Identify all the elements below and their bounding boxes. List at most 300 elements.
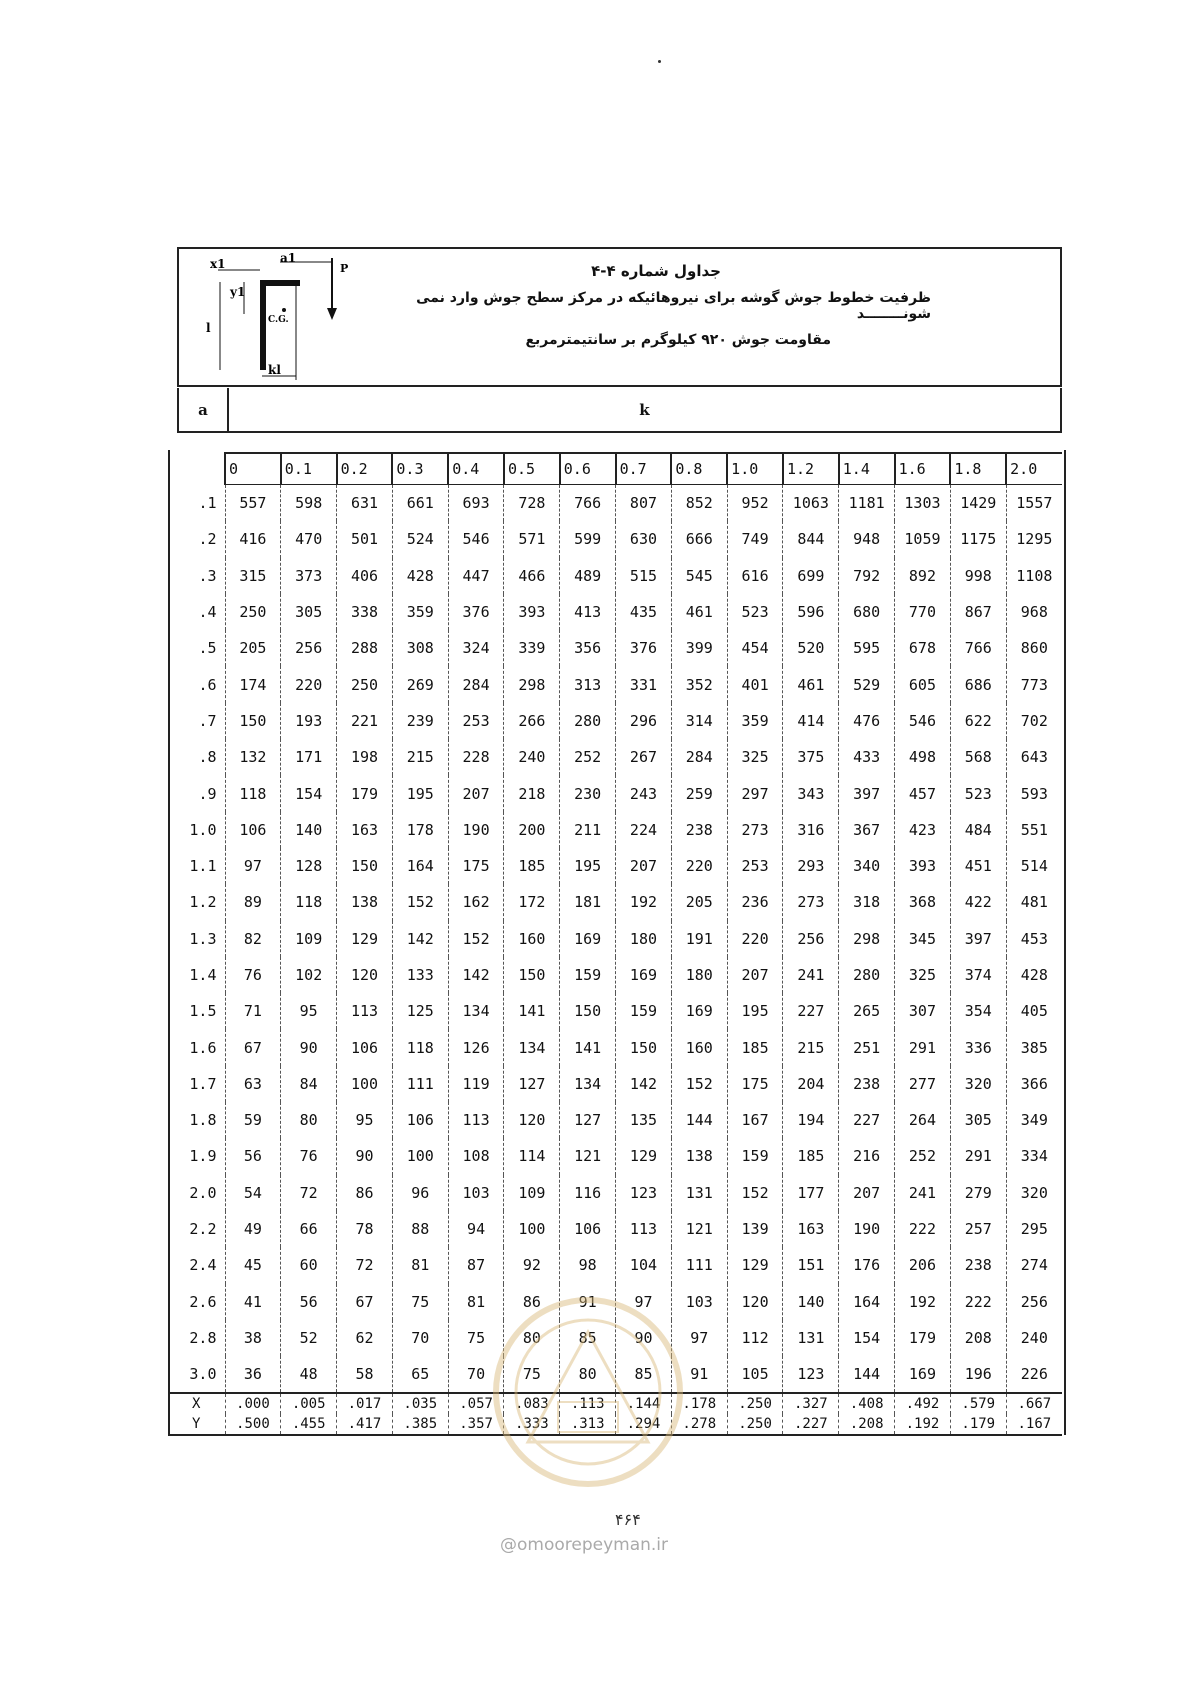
table-cell: 175 <box>727 1066 783 1102</box>
table-cell: 250 <box>225 594 281 630</box>
table-cell: 545 <box>671 558 727 594</box>
table-row <box>168 884 1062 920</box>
table-cell: 87 <box>448 1247 504 1283</box>
table-cell: 102 <box>281 957 337 993</box>
table-cell: 131 <box>671 1175 727 1211</box>
table-cell: 208 <box>950 1320 1006 1356</box>
table-cell: 307 <box>895 993 951 1029</box>
table-cell: 150 <box>560 993 616 1029</box>
table-cell: 423 <box>895 812 951 848</box>
table-cell: 466 <box>504 558 560 594</box>
table-cell: 174 <box>225 666 281 702</box>
table-cell: 76 <box>225 957 281 993</box>
table-cell: 128 <box>281 848 337 884</box>
table-cell: 58 <box>337 1356 393 1393</box>
table-subtitle: ظرفیت خطوط جوش گوشه برای نیروهائیکه در مرکز سطح جوش وارد نمی شونــــــــد <box>416 290 931 322</box>
table-cell: 305 <box>281 594 337 630</box>
table-cell: .417 <box>337 1414 393 1435</box>
table-cell: 159 <box>616 993 672 1029</box>
row-label: Y <box>168 1414 225 1435</box>
table-cell: 356 <box>560 630 616 666</box>
table-cell: 220 <box>671 848 727 884</box>
table-cell: 844 <box>783 521 839 557</box>
table-cell: 253 <box>448 703 504 739</box>
column-header: 0.4 <box>448 453 504 485</box>
table-cell: 397 <box>839 775 895 811</box>
table-cell: .313 <box>560 1414 616 1435</box>
table-cell: 154 <box>839 1320 895 1356</box>
table-cell: 393 <box>895 848 951 884</box>
table-cell: 190 <box>839 1211 895 1247</box>
table-cell: 171 <box>281 739 337 775</box>
table-cell: 220 <box>727 921 783 957</box>
table-cell: 120 <box>504 1102 560 1138</box>
table-cell: 867 <box>950 594 1006 630</box>
table-cell: 241 <box>783 957 839 993</box>
column-header: 0.2 <box>337 453 393 485</box>
row-label: 1.1 <box>189 857 217 876</box>
column-header: 1.4 <box>839 453 895 485</box>
table-cell: 393 <box>504 594 560 630</box>
table-cell: 318 <box>839 884 895 920</box>
table-cell: 252 <box>895 1138 951 1174</box>
label-y1: y1 <box>230 285 246 299</box>
table-cell: 422 <box>950 884 1006 920</box>
table-cell: 163 <box>783 1211 839 1247</box>
table-cell: 120 <box>337 957 393 993</box>
table-cell: .113 <box>560 1393 616 1414</box>
table-cell: 134 <box>560 1066 616 1102</box>
table-cell: 529 <box>839 666 895 702</box>
table-cell: .500 <box>225 1414 281 1435</box>
table-cell: 680 <box>839 594 895 630</box>
table-cell: 90 <box>281 1029 337 1065</box>
table-cell: 728 <box>504 485 560 522</box>
table-cell: 222 <box>895 1211 951 1247</box>
table-cell: 433 <box>839 739 895 775</box>
row-label: .9 <box>198 784 217 803</box>
table-cell: 192 <box>616 884 672 920</box>
row-label: .3 <box>198 566 217 585</box>
table-row <box>168 1211 1062 1247</box>
table-cell: 702 <box>1006 703 1062 739</box>
table-cell: .017 <box>337 1393 393 1414</box>
table-cell: 340 <box>839 848 895 884</box>
table-cell: 686 <box>950 666 1006 702</box>
table-cell: 277 <box>895 1066 951 1102</box>
row-label: .7 <box>198 711 217 730</box>
table-cell: 792 <box>839 558 895 594</box>
table-cell: 605 <box>895 666 951 702</box>
label-p: P <box>340 262 349 275</box>
table-cell: 81 <box>392 1247 448 1283</box>
table-cell: 89 <box>225 884 281 920</box>
row-label: 2.6 <box>189 1292 217 1311</box>
table-cell: 447 <box>448 558 504 594</box>
table-cell: 349 <box>1006 1102 1062 1138</box>
table-cell: 97 <box>671 1320 727 1356</box>
table-cell: 129 <box>616 1138 672 1174</box>
table-cell: 385 <box>1006 1029 1062 1065</box>
column-header: 2.0 <box>1006 453 1062 485</box>
table-cell: 52 <box>281 1320 337 1356</box>
table-cell: 134 <box>504 1029 560 1065</box>
table-cell: 770 <box>895 594 951 630</box>
table-cell: 123 <box>783 1356 839 1393</box>
table-cell: .408 <box>839 1393 895 1414</box>
table-cell: 227 <box>783 993 839 1029</box>
table-cell: 376 <box>448 594 504 630</box>
table-cell: 343 <box>783 775 839 811</box>
table-row <box>168 703 1062 739</box>
table-cell: .035 <box>392 1393 448 1414</box>
column-header: 0.6 <box>560 453 616 485</box>
table-cell: 256 <box>783 921 839 957</box>
column-header: 1.2 <box>783 453 839 485</box>
table-cell: 116 <box>560 1175 616 1211</box>
table-cell: 416 <box>225 521 281 557</box>
table-cell: 84 <box>281 1066 337 1102</box>
table-cell: 596 <box>783 594 839 630</box>
table-cell: 48 <box>281 1356 337 1393</box>
table-cell: 113 <box>337 993 393 1029</box>
table-cell: 256 <box>281 630 337 666</box>
table-cell: .250 <box>727 1414 783 1435</box>
row-label: 3.0 <box>189 1365 217 1384</box>
table-cell: 142 <box>392 921 448 957</box>
table-cell: 401 <box>727 666 783 702</box>
table-row <box>168 993 1062 1029</box>
table-cell: 97 <box>225 848 281 884</box>
table-cell: 453 <box>1006 921 1062 957</box>
table-cell: 428 <box>1006 957 1062 993</box>
table-cell: 968 <box>1006 594 1062 630</box>
table-cell: 666 <box>671 521 727 557</box>
table-cell: 413 <box>560 594 616 630</box>
table-cell: 36 <box>225 1356 281 1393</box>
table-cell: 546 <box>895 703 951 739</box>
table-cell: 109 <box>504 1175 560 1211</box>
load-arrow-icon <box>327 308 337 320</box>
table-cell: 279 <box>950 1175 1006 1211</box>
table-cell: 118 <box>281 884 337 920</box>
table-cell: 82 <box>225 921 281 957</box>
table-cell: 291 <box>895 1029 951 1065</box>
row-label: .8 <box>198 748 217 767</box>
table-cell: 206 <box>895 1247 951 1283</box>
table-cell: 90 <box>337 1138 393 1174</box>
table-cell: 220 <box>281 666 337 702</box>
table-cell: 70 <box>392 1320 448 1356</box>
table-cell: 111 <box>392 1066 448 1102</box>
table-cell: 251 <box>839 1029 895 1065</box>
table-cell: 152 <box>392 884 448 920</box>
table-cell: 207 <box>727 957 783 993</box>
table-cell: 324 <box>448 630 504 666</box>
table-cell: 259 <box>671 775 727 811</box>
table-cell: 643 <box>1006 739 1062 775</box>
table-cell: 159 <box>727 1138 783 1174</box>
table-cell: 238 <box>671 812 727 848</box>
table-cell: 952 <box>727 485 783 522</box>
table-cell: 108 <box>448 1138 504 1174</box>
table-cell: 256 <box>1006 1284 1062 1320</box>
table-cell: 273 <box>727 812 783 848</box>
table-cell: 397 <box>950 921 1006 957</box>
table-cell: 284 <box>671 739 727 775</box>
table-cell: 595 <box>839 630 895 666</box>
table-row <box>168 1029 1062 1065</box>
table-cell: 169 <box>895 1356 951 1393</box>
row-label: .1 <box>198 493 217 512</box>
row-label: 1.7 <box>189 1074 217 1093</box>
table-cell: 571 <box>504 521 560 557</box>
table-cell: 230 <box>560 775 616 811</box>
table-cell: 106 <box>337 1029 393 1065</box>
table-cell: 38 <box>225 1320 281 1356</box>
table-cell: 94 <box>448 1211 504 1247</box>
table-cell: 476 <box>839 703 895 739</box>
table-cell: 60 <box>281 1247 337 1283</box>
table-cell: 177 <box>783 1175 839 1211</box>
watermark-seal <box>488 1292 688 1492</box>
table-cell: 193 <box>281 703 337 739</box>
table-cell: 257 <box>950 1211 1006 1247</box>
row-label: 1.5 <box>189 1002 217 1021</box>
table-cell: 65 <box>392 1356 448 1393</box>
table-cell: 523 <box>727 594 783 630</box>
table-cell: 159 <box>560 957 616 993</box>
table-cell: 129 <box>337 921 393 957</box>
strength-note: مقاومت جوش ۹۲۰ کیلوگرم بر سانتیمترمربع <box>525 332 831 348</box>
table-row <box>168 848 1062 884</box>
table-cell: 198 <box>337 739 393 775</box>
column-header: 0.5 <box>504 453 560 485</box>
table-cell: 75 <box>448 1320 504 1356</box>
table-cell: 484 <box>950 812 1006 848</box>
table-cell: 205 <box>671 884 727 920</box>
table-cell: .278 <box>671 1414 727 1435</box>
table-cell: 280 <box>839 957 895 993</box>
table-cell: 1303 <box>895 485 951 522</box>
table-cell: .144 <box>616 1393 672 1414</box>
table-cell: 320 <box>1006 1175 1062 1211</box>
row-label: 1.0 <box>189 820 217 839</box>
table-cell: 325 <box>895 957 951 993</box>
table-cell: 63 <box>225 1066 281 1102</box>
table-cell: 131 <box>783 1320 839 1356</box>
table-cell: 766 <box>950 630 1006 666</box>
column-header: 0.8 <box>671 453 727 485</box>
table-cell: .327 <box>783 1393 839 1414</box>
table-row <box>168 666 1062 702</box>
table-cell: 86 <box>504 1284 560 1320</box>
table-cell: 238 <box>950 1247 1006 1283</box>
table-title: جداول شماره ۴-۴ <box>591 262 721 280</box>
table-cell: 368 <box>895 884 951 920</box>
table-cell: 86 <box>337 1175 393 1211</box>
table-cell: 334 <box>1006 1138 1062 1174</box>
table-cell: .057 <box>448 1393 504 1414</box>
table-cell: 222 <box>950 1284 1006 1320</box>
table-cell: .385 <box>392 1414 448 1435</box>
table-cell: 75 <box>392 1284 448 1320</box>
row-label: .4 <box>198 603 217 622</box>
table-cell: 546 <box>448 521 504 557</box>
row-label: .6 <box>198 675 217 694</box>
table-cell: 280 <box>560 703 616 739</box>
table-cell: 320 <box>950 1066 1006 1102</box>
table-cell: 313 <box>560 666 616 702</box>
weld-diagram <box>200 252 360 382</box>
table-cell: 127 <box>504 1066 560 1102</box>
table-cell: 141 <box>560 1029 616 1065</box>
table-cell: 180 <box>671 957 727 993</box>
table-cell: 501 <box>337 521 393 557</box>
table-cell: 67 <box>225 1029 281 1065</box>
table-cell: 267 <box>616 739 672 775</box>
table-row <box>168 521 1062 557</box>
table-cell: .083 <box>504 1393 560 1414</box>
table-cell: 144 <box>839 1356 895 1393</box>
table-cell: 56 <box>281 1284 337 1320</box>
table-cell: 265 <box>839 993 895 1029</box>
table-cell: 1295 <box>1006 521 1062 557</box>
column-header-row <box>168 453 1062 485</box>
table-cell: .357 <box>448 1414 504 1435</box>
site-watermark: @omoorepeyman.ir <box>500 1535 669 1555</box>
table-cell: 90 <box>616 1320 672 1356</box>
table-cell: 699 <box>783 558 839 594</box>
label-x1: x1 <box>210 257 226 271</box>
column-header: 1.8 <box>950 453 1006 485</box>
table-row <box>168 1247 1062 1283</box>
label-l: l <box>206 321 211 335</box>
table-cell: 195 <box>727 993 783 1029</box>
table-cell: 138 <box>337 884 393 920</box>
row-label: 2.8 <box>189 1328 217 1347</box>
table-cell: 253 <box>727 848 783 884</box>
table-cell: 331 <box>616 666 672 702</box>
row-label: .2 <box>198 530 217 549</box>
table-cell: 515 <box>616 558 672 594</box>
column-header: 1.0 <box>727 453 783 485</box>
table-cell: 375 <box>783 739 839 775</box>
table-cell: 514 <box>1006 848 1062 884</box>
table-cell: 948 <box>839 521 895 557</box>
table-cell: 274 <box>1006 1247 1062 1283</box>
table-cell: 291 <box>950 1138 1006 1174</box>
table-cell: 49 <box>225 1211 281 1247</box>
table-cell: 95 <box>281 993 337 1029</box>
table-cell: 111 <box>671 1247 727 1283</box>
table-cell: 104 <box>616 1247 672 1283</box>
table-cell: 860 <box>1006 630 1062 666</box>
table-cell: 127 <box>560 1102 616 1138</box>
table-cell: 140 <box>783 1284 839 1320</box>
row-label: 2.2 <box>189 1220 217 1239</box>
table-row <box>168 957 1062 993</box>
table-cell: 185 <box>504 848 560 884</box>
table-cell: 205 <box>225 630 281 666</box>
table-cell: 154 <box>281 775 337 811</box>
table-cell: 481 <box>1006 884 1062 920</box>
table-cell: 376 <box>616 630 672 666</box>
table-cell: 62 <box>337 1320 393 1356</box>
table-cell: 807 <box>616 485 672 522</box>
table-cell: 105 <box>727 1356 783 1393</box>
table-cell: 227 <box>839 1102 895 1138</box>
table-row <box>168 775 1062 811</box>
table-cell: 80 <box>281 1102 337 1138</box>
table-cell: 264 <box>895 1102 951 1138</box>
table-cell: 151 <box>783 1247 839 1283</box>
table-cell: 498 <box>895 739 951 775</box>
table-cell: 241 <box>895 1175 951 1211</box>
table-cell: 150 <box>337 848 393 884</box>
table-cell: 204 <box>783 1066 839 1102</box>
table-cell: 284 <box>448 666 504 702</box>
table-cell: 138 <box>671 1138 727 1174</box>
table-cell: 240 <box>504 739 560 775</box>
table-cell: 414 <box>783 703 839 739</box>
table-cell: 749 <box>727 521 783 557</box>
table-cell: 70 <box>448 1356 504 1393</box>
vertical-weld-line <box>260 282 266 370</box>
table-cell: 152 <box>448 921 504 957</box>
label-kl: kl <box>268 363 281 377</box>
table-cell: 113 <box>616 1211 672 1247</box>
table-cell: 315 <box>225 558 281 594</box>
table-cell: 352 <box>671 666 727 702</box>
table-cell: 185 <box>727 1029 783 1065</box>
row-label: 2.0 <box>189 1183 217 1202</box>
table-cell: 616 <box>727 558 783 594</box>
table-cell: 266 <box>504 703 560 739</box>
row-label: 1.9 <box>189 1147 217 1166</box>
column-header: 0 <box>225 453 281 485</box>
table-cell: 172 <box>504 884 560 920</box>
row-label: 1.6 <box>189 1038 217 1057</box>
table-cell: 134 <box>448 993 504 1029</box>
table-cell: 622 <box>950 703 1006 739</box>
table-cell: .192 <box>895 1414 951 1435</box>
table-cell: 112 <box>727 1320 783 1356</box>
table-cell: 41 <box>225 1284 281 1320</box>
column-header: 0.3 <box>392 453 448 485</box>
table-cell: 103 <box>448 1175 504 1211</box>
table-cell: 216 <box>839 1138 895 1174</box>
table-cell: 298 <box>504 666 560 702</box>
table-cell: 97 <box>616 1284 672 1320</box>
table-cell: 252 <box>560 739 616 775</box>
table-cell: 175 <box>448 848 504 884</box>
table-cell: 164 <box>839 1284 895 1320</box>
table-cell: 75 <box>504 1356 560 1393</box>
table-cell: 599 <box>560 521 616 557</box>
row-label: .5 <box>198 639 217 658</box>
table-cell: 180 <box>616 921 672 957</box>
table-cell: 106 <box>392 1102 448 1138</box>
table-cell: 454 <box>727 630 783 666</box>
table-cell: .250 <box>727 1393 783 1414</box>
table-cell: .178 <box>671 1393 727 1414</box>
axis-label-row <box>177 388 1062 433</box>
table-cell: 114 <box>504 1138 560 1174</box>
table-row <box>168 630 1062 666</box>
table-cell: 120 <box>727 1284 783 1320</box>
a-axis-label: a <box>179 388 229 431</box>
